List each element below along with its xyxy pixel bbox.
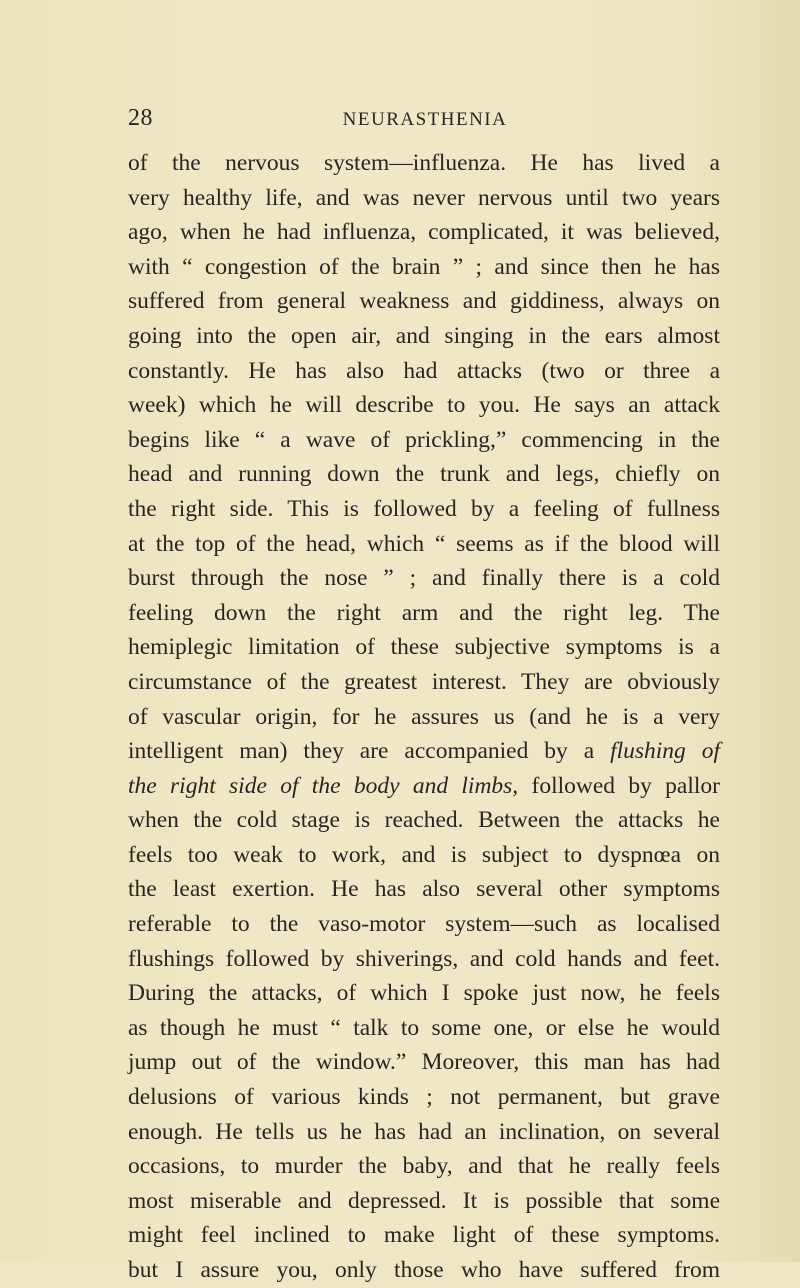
text-line: very healthy life, and was never nervous until two years: [128, 184, 720, 211]
text-line: going into the open air, and singing in the ears almost: [128, 322, 720, 349]
text-line: referable to the vaso-motor system—such as localised: [128, 911, 720, 938]
text-line: of the nervous system—influenza. He has lived a: [128, 150, 720, 176]
text-line: hemiplegic limitation of these subjective symptoms is a: [128, 634, 720, 661]
text-line: head and running down the trunk and legs, chiefly on: [128, 461, 720, 488]
text-line: [128, 734, 720, 769]
text-line: burst through the nose ” ; and finally there is a cold: [128, 565, 720, 592]
text-line: feels too weak to work, and is subject to dyspnœa on: [128, 841, 720, 868]
page-number: 28: [128, 105, 153, 131]
text-line: when the cold stage is reached. Between the attacks he: [128, 807, 720, 834]
italic-text-run: the right side of the body and limbs,: [128, 772, 519, 799]
text-line: at the top of the head, which “ seems as if the blood will: [128, 530, 720, 557]
body-text: [128, 146, 720, 1288]
text-line: begins like “ a wave of prickling,” commencing in the: [128, 426, 720, 453]
text-line: circumstance of the greatest interest. They are obviously: [128, 668, 720, 695]
text-line: ago, when he had influenza, complicated, it was believed,: [128, 219, 720, 246]
text-line: feeling down the right arm and the right leg. The: [128, 599, 720, 626]
text-line: with “ congestion of the brain ” ; and since then he has: [128, 253, 720, 280]
running-title: NEURASTHENIA: [342, 109, 508, 130]
italic-text-run: flushing of: [610, 738, 720, 765]
text-line: [128, 769, 720, 804]
text-line: as though he must “ talk to some one, or else he would: [128, 1014, 720, 1041]
text-line: suffered from general weakness and giddiness, always on: [128, 288, 720, 315]
text-line: week) which he will describe to you. He says an attack: [128, 392, 720, 419]
text-line: occasions, to murder the baby, and that he really feels: [128, 1153, 720, 1180]
text-line: jump out of the window.” Moreover, this man has had: [128, 1049, 720, 1076]
text-line: the right side. This is followed by a feeling of fullness: [128, 495, 720, 522]
text-line: enough. He tells us he has had an inclination, on several: [128, 1118, 720, 1145]
text-line: might feel inclined to make light of these symptoms.: [128, 1222, 720, 1249]
text-line: delusions of various kinds ; not permanent, but grave: [128, 1084, 720, 1111]
text-line: of vascular origin, for he assures us (and he is a very: [128, 703, 720, 730]
text-line: flushings followed by shiverings, and cold hands and feet.: [128, 945, 720, 972]
text-line: most miserable and depressed. It is possible that some: [128, 1187, 720, 1214]
text-line: constantly. He has also had attacks (two or three a: [128, 357, 720, 384]
text-run: followed by pallor: [518, 772, 720, 799]
text-run: intelligent man) they are accompanied by a: [128, 738, 611, 765]
text-line: the least exertion. He has also several other symptoms: [128, 876, 720, 903]
text-line: During the attacks, of which I spoke just now, he feels: [128, 980, 720, 1007]
text-line: but I assure you, only those who have suffered from: [128, 1257, 720, 1283]
